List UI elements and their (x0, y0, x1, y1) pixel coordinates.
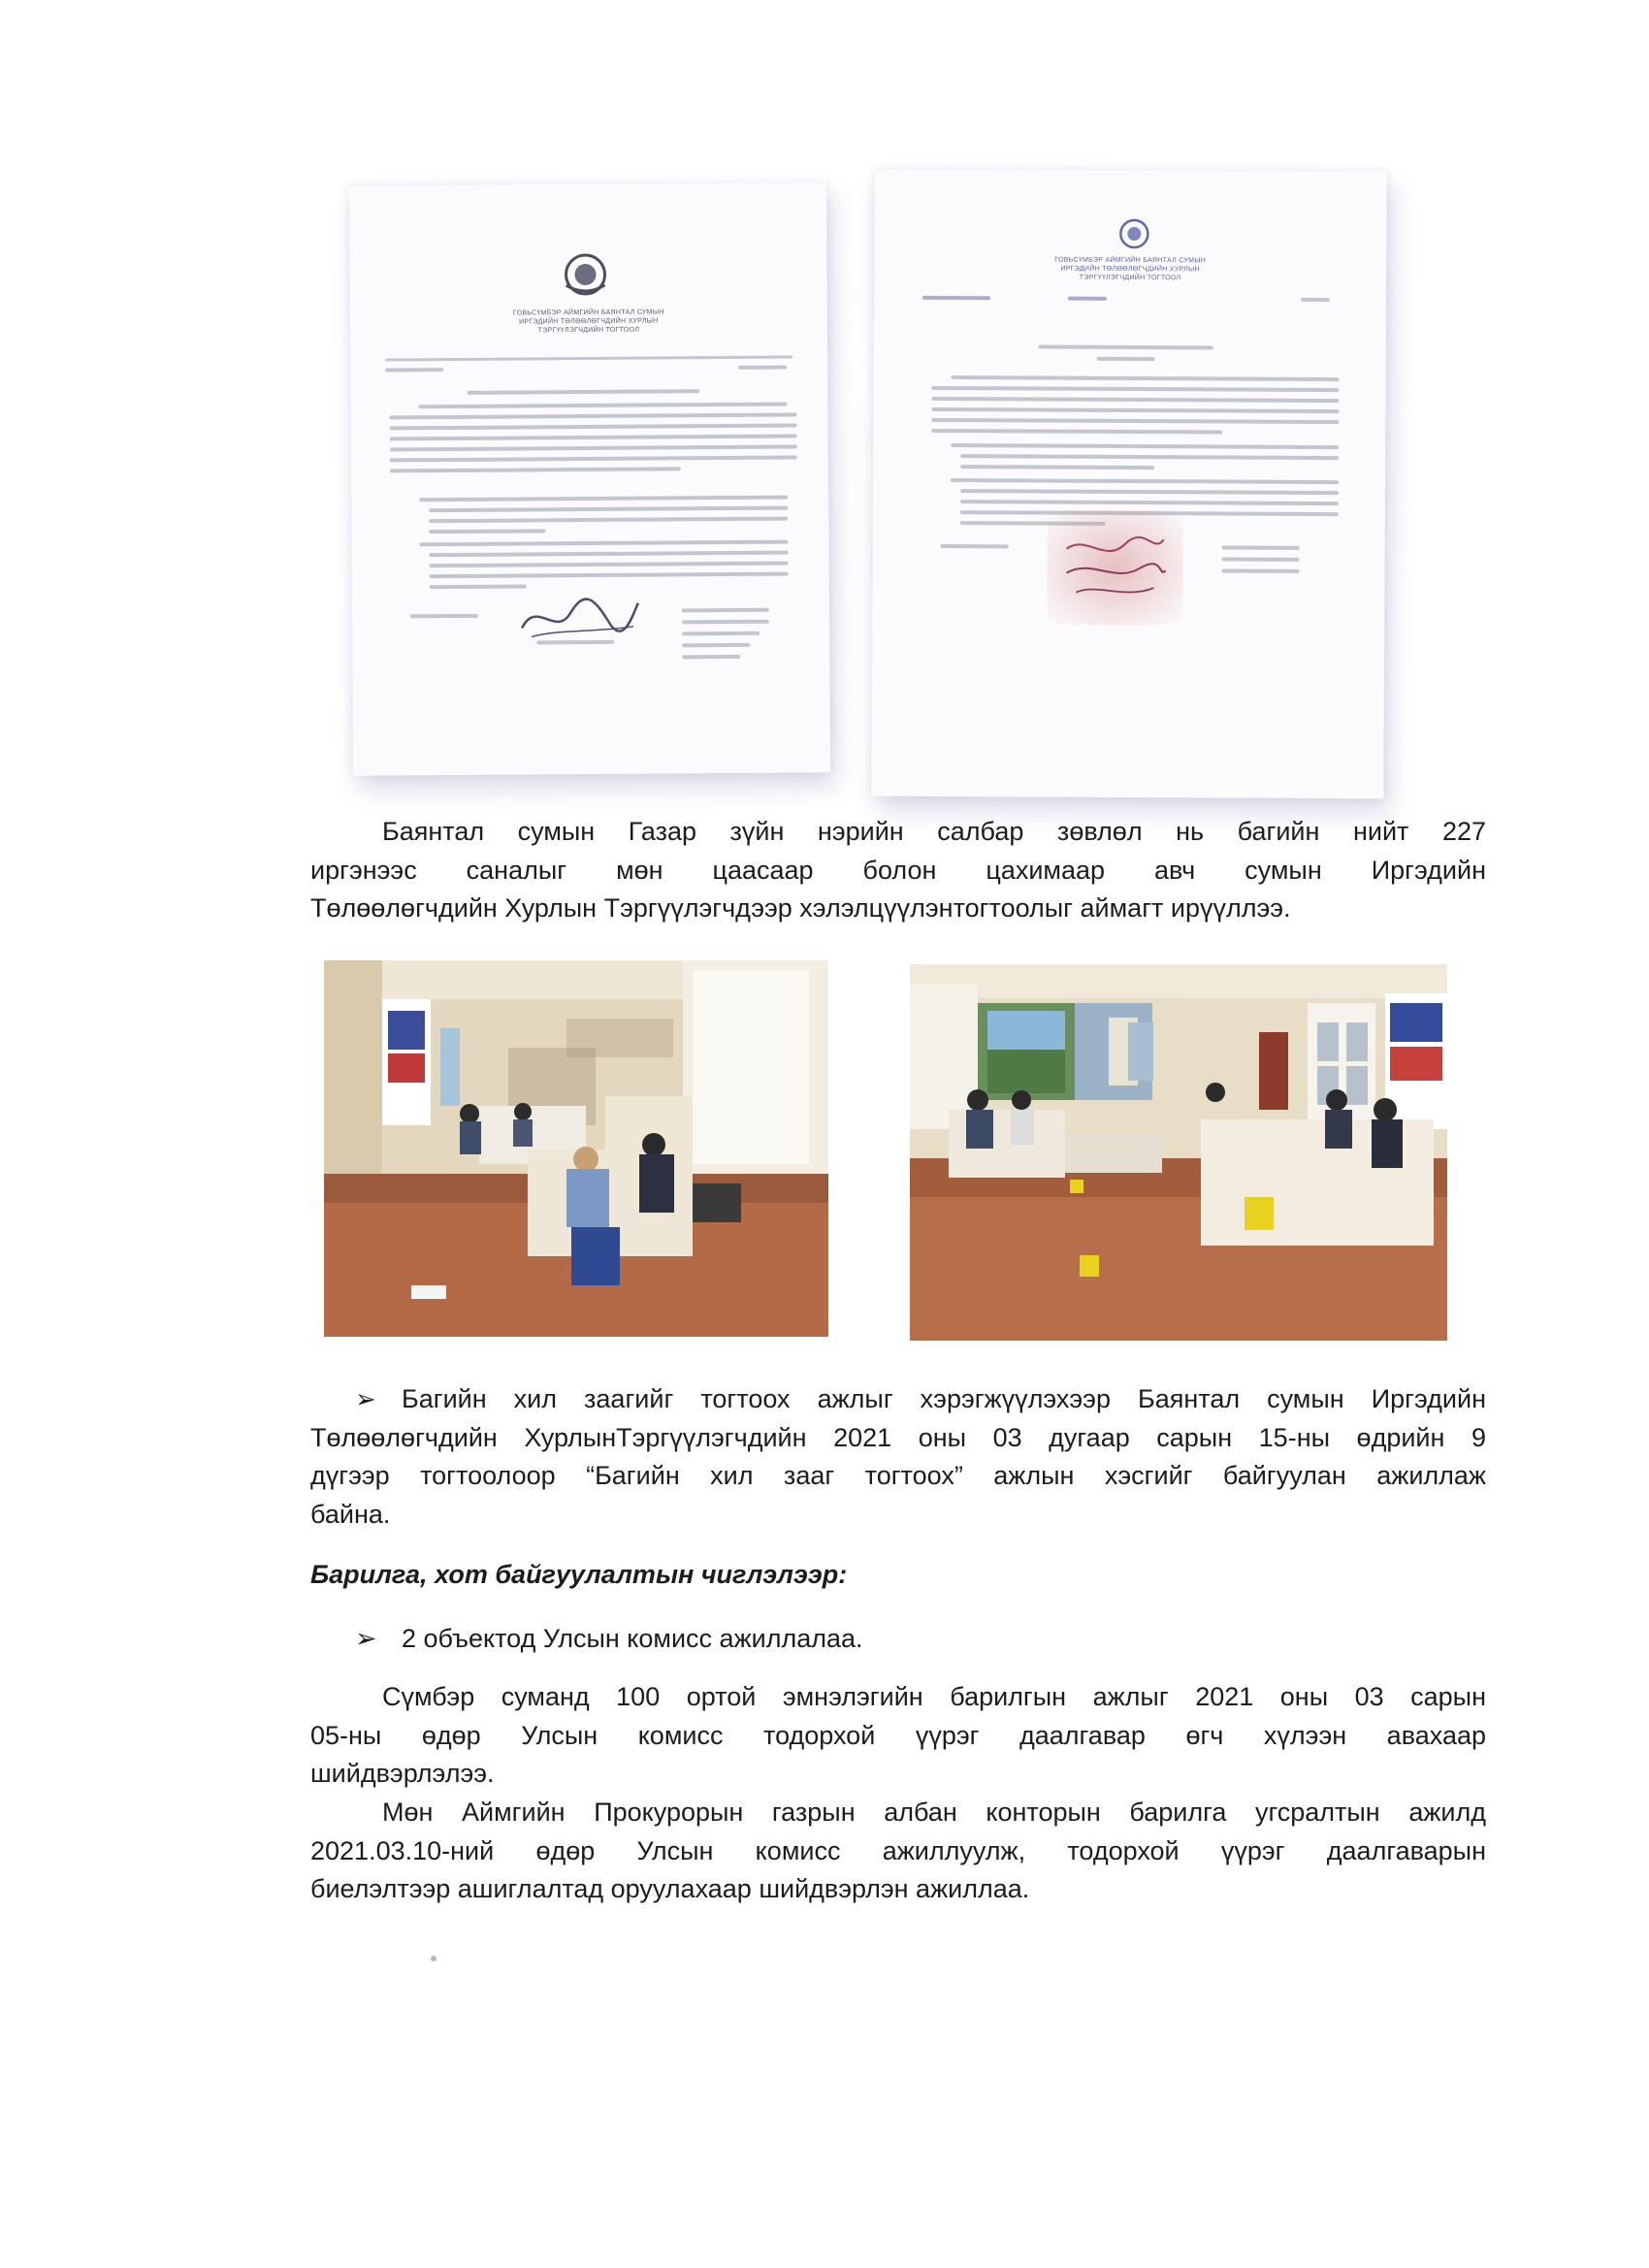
scan-speck (431, 1956, 436, 1961)
letter-header-line: ГОВЬСҮМБЭР АЙМГИЙН БАЯНТАЛ СУМЫН (1054, 256, 1207, 265)
paragraph-hospital-commission (310, 1678, 1486, 1794)
paragraph-geonames-council (310, 813, 1486, 928)
signature-icon (1056, 530, 1173, 608)
bullet-arrow-icon: ➢ (355, 1384, 376, 1413)
meeting-photo-left (324, 960, 828, 1337)
letter-header-line: ТЭРГҮҮЛЭГЧДИЙН ТОГТООЛ (537, 326, 640, 335)
meeting-photo-right (910, 964, 1447, 1341)
letter-scan-right (871, 170, 1386, 799)
text-line: байна. (310, 1499, 391, 1529)
letter-header-line: ГОВЬСҮМБЭР АЙМГИЙН БАЯНТАЛ СУМЫН (512, 308, 664, 317)
letter-header-line: ИРГЭДИЙН ТӨЛӨӨЛӨГЧДИЙН ХУРЛЫН (519, 317, 659, 326)
text-line: Төлөөлөгчдийн ХурлынТэргүүлэгчдийн 2021 оны 03 дугаар сарын 15-ны өдрийн 9 (310, 1422, 1486, 1452)
letter-scan-left (349, 182, 830, 775)
bullet-arrow-icon: ➢ (355, 1624, 377, 1653)
bullet-state-commission: 2 объектод Улсын комисс ажиллалаа. (402, 1624, 863, 1653)
text-line: дүгээр тогтоолоор “Багийн хил зааг тогтоох” ажлын хэсгийг байгуулан ажиллаж (310, 1461, 1486, 1490)
meeting-room-photo-icon (324, 960, 828, 1337)
signature-icon (517, 594, 643, 643)
text-line: 2021.03.10-ний өдөр Улсын комисс ажиллуулж, тодорхой үүрэг даалгаварын (310, 1835, 1486, 1865)
text-line: Багийн хил заагийг тогтоох ажлыг хэрэгжүүлэхээр Баянтал сумын Иргэдийн (402, 1384, 1486, 1413)
text-line: Сүмбэр суманд 100 ортой эмнэлэгийн барилгын ажлыг 2021 оны 03 сарын (382, 1682, 1486, 1711)
text-line: биелэлтээр ашиглалтад оруулахаар шийдвэрлэн ажиллаа. (310, 1874, 1030, 1903)
emblem-icon (1115, 217, 1153, 250)
emblem-icon (561, 252, 609, 297)
text-line: Баянтал сумын Газар зүйн нэрийн салбар зөвлөл нь багийн нийт 227 (382, 817, 1486, 846)
text-line: Мөн Аймгийн Прокурорын газрын албан конторын барилга угсралтын ажилд (382, 1798, 1486, 1827)
letter-header-line: ТЭРГҮҮЛЭГЧДИЙН ТОГТООЛ (1079, 274, 1181, 282)
letter-header-line: ИРГЭДИЙН ТӨЛӨӨЛӨГЧДИЙН ХУРЛЫН (1060, 265, 1200, 274)
meeting-room-photo-icon (910, 964, 1447, 1341)
bullet-boundary-working-group (310, 1380, 1486, 1534)
text-line: Төлөөлөгчдийн Хурлын Тэргүүлэгчдээр хэлэлцүүлэнтогтоолыг аймагт ирүүллээ. (310, 893, 1291, 923)
text-line: 05-ны өдөр Улсын комисс тодорхой үүрэг даалгавар өгч хүлээн авахаар (310, 1720, 1486, 1750)
text-line: шийдвэрлэлээ. (310, 1759, 495, 1788)
paragraph-prosecutor-office-commission (310, 1794, 1486, 1909)
text-line: иргэнээс саналыг мөн цаасаар болон цахимаар авч сумын Иргэдийн (310, 855, 1486, 885)
section-heading-construction: Барилга, хот байгуулалтын чиглэлээр: (310, 1560, 848, 1589)
